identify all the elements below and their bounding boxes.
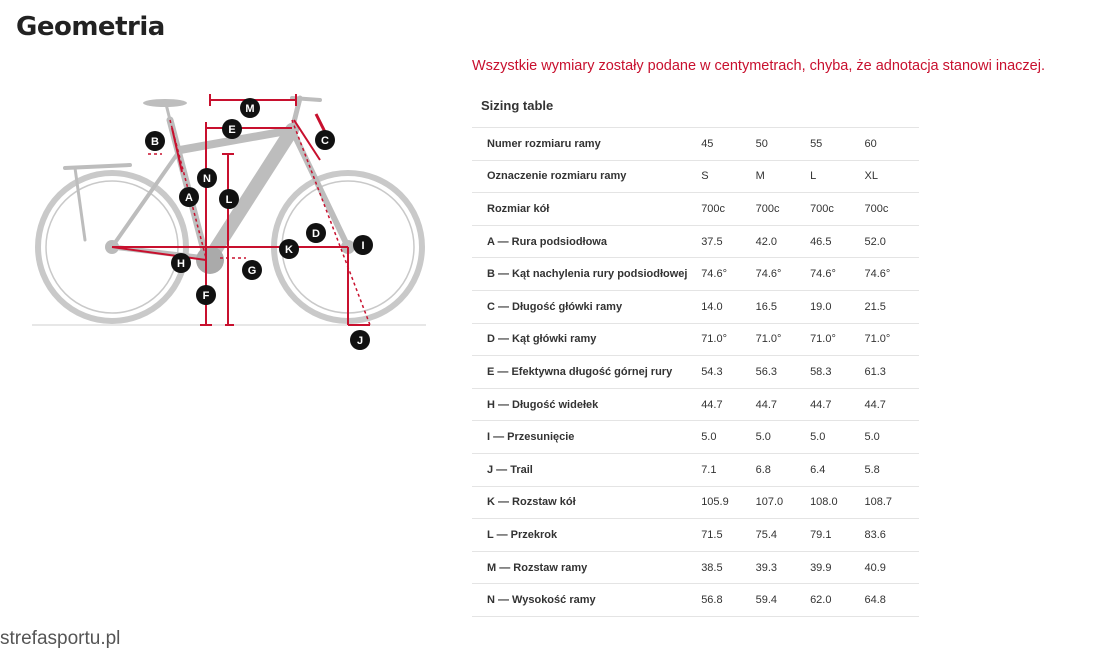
svg-text:H: H (177, 258, 185, 270)
badge-j (350, 330, 370, 350)
svg-text:K: K (285, 244, 293, 256)
svg-text:J: J (356, 335, 364, 347)
row-value: 58.3 (810, 356, 864, 389)
row-value: 64.8 (865, 584, 920, 617)
svg-text:N: N (203, 173, 211, 185)
row-value: 38.5 (701, 551, 755, 584)
row-label: M — Rozstaw ramy (472, 551, 701, 584)
row-value: 21.5 (865, 290, 920, 323)
row-value: 71.0° (810, 323, 864, 356)
row-value: M (756, 160, 810, 193)
row-value: 45 (701, 128, 755, 161)
row-value: 6.4 (810, 453, 864, 486)
row-value: 40.9 (865, 551, 920, 584)
row-value: 700c (810, 193, 864, 226)
table-row (472, 290, 919, 323)
table-row (472, 388, 919, 421)
saddle (143, 99, 187, 107)
table-row (472, 225, 919, 258)
svg-text:L: L (225, 194, 233, 206)
row-value: 105.9 (701, 486, 755, 519)
table-row (472, 519, 919, 552)
sizing-table (472, 127, 919, 617)
row-value: 56.8 (701, 584, 755, 617)
row-value: 107.0 (756, 486, 810, 519)
row-label: A — Rura podsiodłowa (472, 225, 701, 258)
row-value: 74.6° (756, 258, 810, 291)
row-value: 39.9 (810, 551, 864, 584)
table-row (472, 486, 919, 519)
units-note: Wszystkie wymiary zostały podane w centymetrach, chyba, że adnotacja stanowi inaczej. (472, 58, 1045, 74)
badge-i (353, 235, 373, 255)
row-value: 6.8 (756, 453, 810, 486)
svg-text:I: I (361, 240, 365, 252)
row-label: Rozmiar kół (472, 193, 701, 226)
row-label: N — Wysokość ramy (472, 584, 701, 617)
row-value: 16.5 (756, 290, 810, 323)
table-row (472, 453, 919, 486)
badge-a (179, 187, 199, 207)
svg-text:M: M (245, 103, 255, 115)
badge-n (197, 168, 217, 188)
row-value: 5.0 (865, 421, 920, 454)
row-value: 52.0 (865, 225, 920, 258)
badge-d (306, 223, 326, 243)
row-value: 55 (810, 128, 864, 161)
badge-m (240, 98, 260, 118)
badge-f (196, 285, 216, 305)
row-value: 108.0 (810, 486, 864, 519)
row-value: 39.3 (756, 551, 810, 584)
table-row (472, 551, 919, 584)
row-value: 79.1 (810, 519, 864, 552)
row-value: 74.6° (701, 258, 755, 291)
svg-text:C: C (321, 135, 329, 147)
row-label: B — Kąt nachylenia rury podsiodłowej (472, 258, 701, 291)
table-row (472, 258, 919, 291)
row-value: 71.0° (701, 323, 755, 356)
row-value: 71.0° (756, 323, 810, 356)
row-label: D — Kąt główki ramy (472, 323, 701, 356)
row-label: I — Przesunięcie (472, 421, 701, 454)
row-label: L — Przekrok (472, 519, 701, 552)
row-label: K — Rozstaw kół (472, 486, 701, 519)
row-value: 5.0 (701, 421, 755, 454)
row-label: H — Długość widełek (472, 388, 701, 421)
row-value: 74.6° (810, 258, 864, 291)
svg-text:E: E (228, 124, 236, 136)
row-value: 44.7 (810, 388, 864, 421)
badge-e (222, 119, 242, 139)
table-row (472, 160, 919, 193)
row-label: C — Długość główki ramy (472, 290, 701, 323)
row-value: 19.0 (810, 290, 864, 323)
bike-geometry-diagram (30, 90, 430, 355)
row-value: S (701, 160, 755, 193)
row-value: L (810, 160, 864, 193)
row-value: 75.4 (756, 519, 810, 552)
row-value: 62.0 (810, 584, 864, 617)
row-value: 7.1 (701, 453, 755, 486)
row-value: XL (865, 160, 920, 193)
row-value: 46.5 (810, 225, 864, 258)
row-value: 700c (865, 193, 920, 226)
table-row (472, 421, 919, 454)
badge-l (219, 189, 239, 209)
table-row (472, 128, 919, 161)
svg-text:D: D (312, 228, 320, 240)
row-label: Numer rozmiaru ramy (472, 128, 701, 161)
watermark: strefasportu.pl (0, 628, 121, 649)
row-value: 44.7 (865, 388, 920, 421)
badge-h (171, 253, 191, 273)
badge-b (145, 131, 165, 151)
svg-text:G: G (247, 265, 257, 277)
row-value: 44.7 (756, 388, 810, 421)
row-value: 42.0 (756, 225, 810, 258)
badge-g (242, 260, 262, 280)
svg-text:A: A (185, 192, 193, 204)
row-value: 60 (865, 128, 920, 161)
row-value: 61.3 (865, 356, 920, 389)
row-value: 56.3 (756, 356, 810, 389)
row-value: 59.4 (756, 584, 810, 617)
badge-k (279, 239, 299, 259)
row-value: 71.0° (865, 323, 920, 356)
row-value: 44.7 (701, 388, 755, 421)
row-label: E — Efektywna długość górnej rury (472, 356, 701, 389)
table-row (472, 323, 919, 356)
table-row (472, 193, 919, 226)
row-value: 700c (756, 193, 810, 226)
badge-c (315, 130, 335, 150)
row-value: 14.0 (701, 290, 755, 323)
row-value: 83.6 (865, 519, 920, 552)
row-value: 5.8 (865, 453, 920, 486)
row-value: 50 (756, 128, 810, 161)
row-label: J — Trail (472, 453, 701, 486)
sizing-table-title: Sizing table (481, 98, 554, 113)
row-value: 71.5 (701, 519, 755, 552)
svg-text:F: F (202, 290, 210, 302)
row-value: 37.5 (701, 225, 755, 258)
page-title: Geometria (16, 12, 165, 42)
row-value: 700c (701, 193, 755, 226)
row-value: 54.3 (701, 356, 755, 389)
table-row (472, 584, 919, 617)
row-value: 5.0 (756, 421, 810, 454)
svg-text:B: B (151, 136, 159, 148)
row-value: 108.7 (865, 486, 920, 519)
row-value: 5.0 (810, 421, 864, 454)
row-value: 74.6° (865, 258, 920, 291)
table-row (472, 356, 919, 389)
row-label: Oznaczenie rozmiaru ramy (472, 160, 701, 193)
